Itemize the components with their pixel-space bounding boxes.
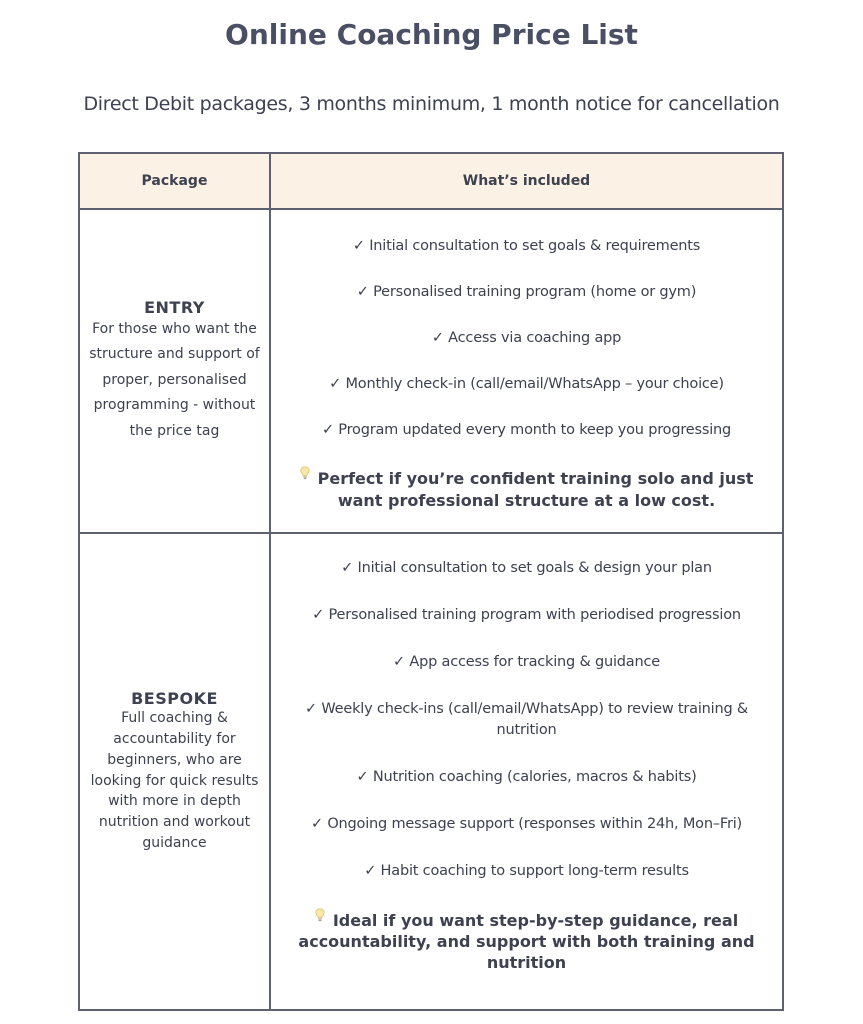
feature-item: ✓ Initial consultation to set goals & design your plan bbox=[341, 560, 712, 576]
feature-item: ✓ App access for tracking & guidance bbox=[393, 654, 660, 670]
included-cell-entry bbox=[270, 209, 783, 533]
feature-item: ✓ Habit coaching to support long-term results bbox=[364, 863, 689, 879]
feature-item: ✓ Weekly check-ins (call/email/WhatsApp) to review training & nutrition bbox=[305, 701, 748, 738]
feature-item: ✓ Personalised training program with periodised progression bbox=[312, 607, 741, 623]
page-title: Online Coaching Price List bbox=[225, 18, 638, 51]
package-highlight bbox=[271, 466, 782, 512]
feature-item: ✓ Access via coaching app bbox=[431, 330, 622, 346]
package-row-bespoke bbox=[79, 533, 783, 1010]
lightbulb-icon bbox=[315, 908, 325, 922]
page-subtitle: Direct Debit packages, 3 months minimum, 1 month notice for cancellation bbox=[83, 93, 780, 115]
feature-item: ✓ Nutrition coaching (calories, macros & habits) bbox=[356, 769, 697, 785]
package-highlight bbox=[271, 908, 782, 973]
package-name: BESPOKE bbox=[131, 689, 218, 709]
feature-item: ✓ Program updated every month to keep you progressing bbox=[321, 422, 732, 438]
highlight-text: Perfect if you’re confident training solo and just want professional structure at a low cost. bbox=[317, 469, 754, 510]
feature-list bbox=[271, 558, 782, 882]
column-header-package: Package bbox=[79, 153, 270, 209]
highlight-text: Ideal if you want step-by-step guidance, real accountability, and support with both training and nutrition bbox=[298, 911, 755, 972]
feature-list bbox=[271, 236, 782, 441]
feature-item: ✓ Ongoing message support (responses within 24h, Mon–Fri) bbox=[310, 816, 742, 832]
price-table bbox=[78, 152, 784, 1011]
included-cell-bespoke bbox=[270, 533, 783, 1010]
package-row-entry bbox=[79, 209, 783, 533]
feature-item: ✓ Initial consultation to set goals & requirements bbox=[352, 238, 701, 254]
package-description: For those who want the structure and support of proper, personalised programming - without the price tag bbox=[89, 320, 260, 439]
table-header-row bbox=[79, 153, 783, 209]
feature-item: ✓ Monthly check-in (call/email/WhatsApp – your choice) bbox=[329, 376, 724, 392]
package-description: Full coaching & accountability for beginners, who are looking for quick results with more in depth nutrition and workout guidance bbox=[90, 710, 259, 851]
package-cell-entry bbox=[79, 209, 270, 533]
package-name: ENTRY bbox=[144, 297, 205, 317]
lightbulb-icon bbox=[300, 466, 310, 480]
feature-item: ✓ Personalised training program (home or gym) bbox=[356, 284, 697, 300]
package-cell-bespoke bbox=[79, 533, 270, 1010]
column-header-included: What’s included bbox=[270, 153, 783, 209]
